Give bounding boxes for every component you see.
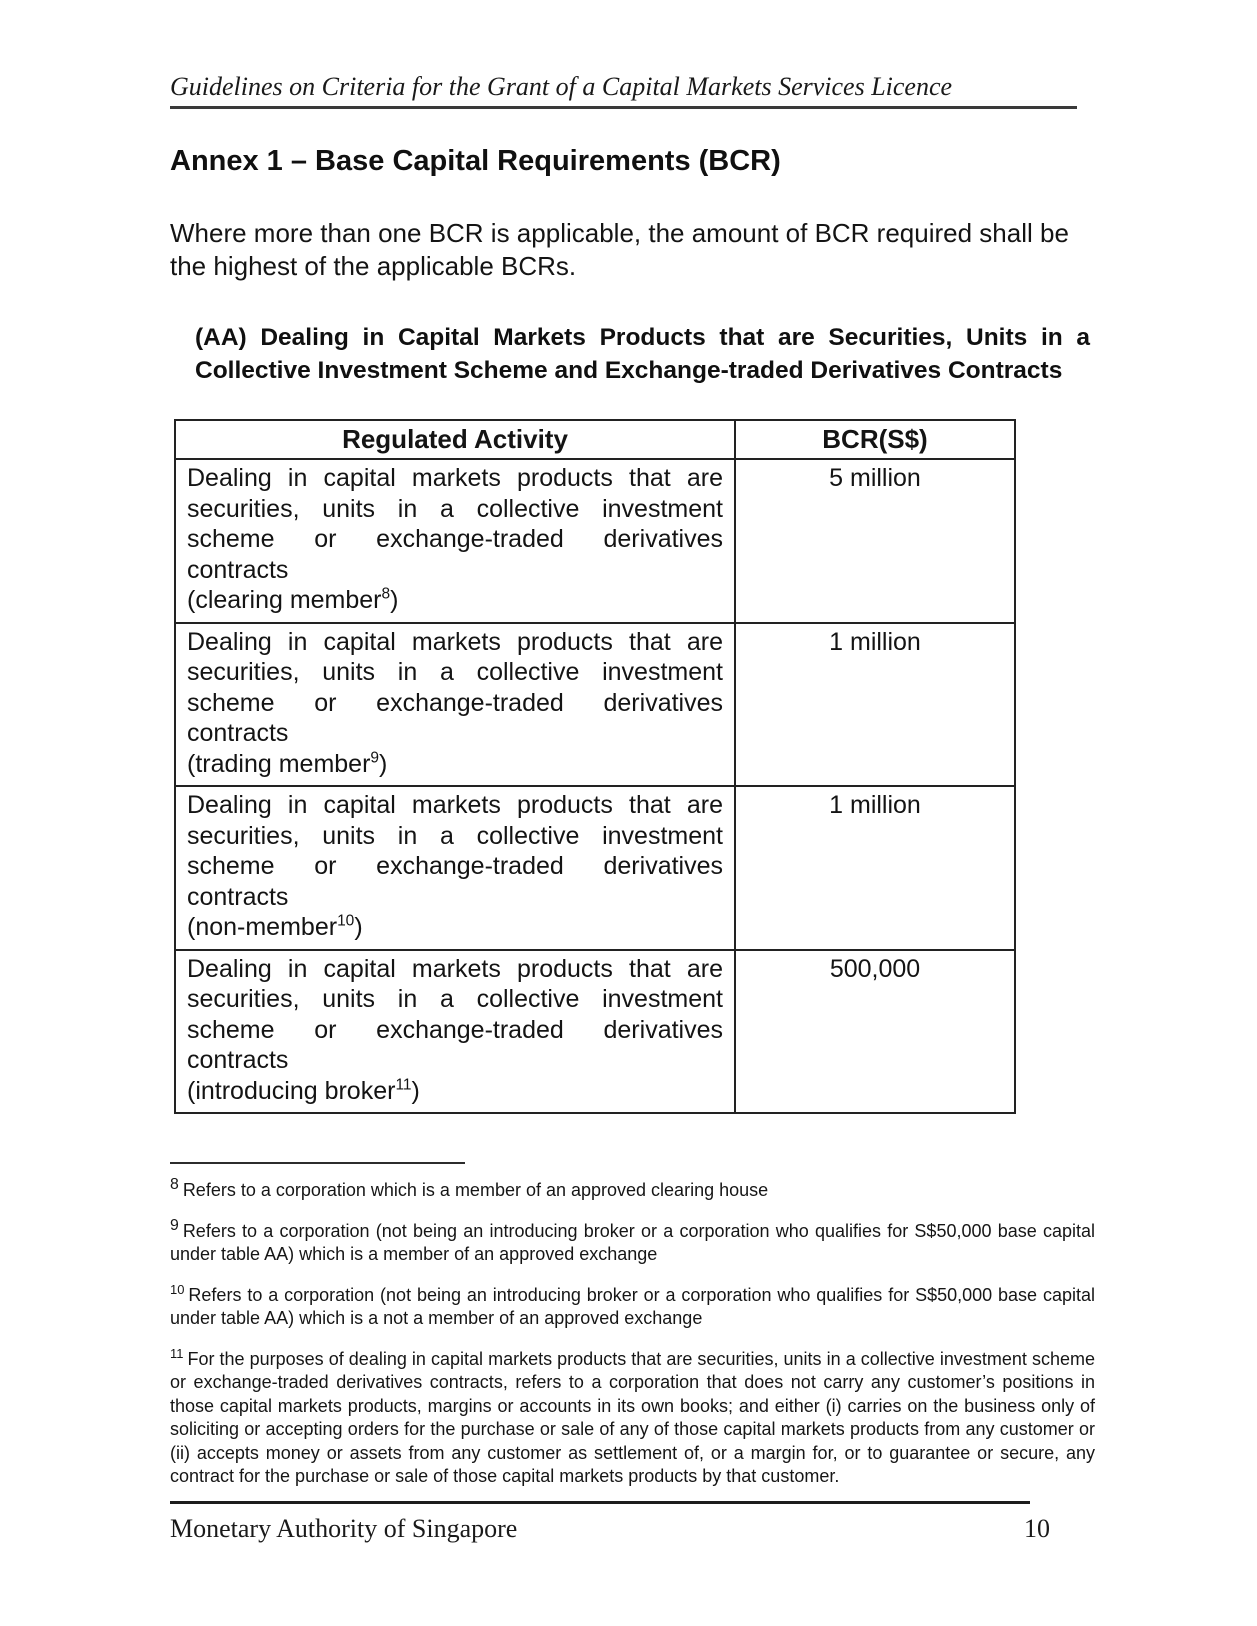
member-type-label: (introducing broker — [187, 1076, 396, 1105]
member-type — [187, 749, 723, 780]
activity-text: Dealing in capital markets products that are securities, units in a collective investment scheme or exchange-traded derivatives contracts — [187, 627, 723, 747]
footer-organization: Monetary Authority of Singapore — [170, 1514, 518, 1543]
bcr-table — [174, 419, 1016, 1114]
member-type-label: (trading member — [187, 749, 371, 778]
intro-paragraph: Where more than one BCR is applicable, the amount of BCR required shall be the highest of the applicable BCRs. — [170, 218, 1069, 281]
section-aa-heading: (AA) Dealing in Capital Markets Products that are Securities, Units in a Collective Investment Scheme and Exchange-traded Derivatives Contracts — [195, 324, 1090, 384]
footnotes-section — [170, 1162, 1095, 1489]
bcr-value: 5 million — [735, 459, 1015, 623]
member-type-close: ) — [411, 1076, 420, 1105]
table-row — [175, 459, 1015, 623]
page-footer — [170, 1501, 1050, 1544]
footnote-text: For the purposes of dealing in capital markets products that are securities, units in a collective investment scheme or exchange-traded derivatives contracts, refers to a corporation that does not carry any customer’s positions in those capital markets products, margins or accounts in its own books; and either (i) carries on the business only of soliciting or accepting orders for the purchase or sale of any of those capital markets products from any customer or (ii) accepts money or assets from any customer as settlement of, or a margin for, or to guarantee or secure, any contract for the purchase or sale of those capital markets products by that customer. — [170, 1348, 1095, 1486]
activity-text: Dealing in capital markets products that are securities, units in a collective investment scheme or exchange-traded derivatives contracts — [187, 791, 723, 911]
footnote-marker: 8 — [170, 1176, 179, 1193]
footnote-divider — [170, 1162, 465, 1164]
member-type — [187, 585, 723, 616]
table-row — [175, 950, 1015, 1114]
activity-cell — [175, 786, 735, 950]
footnote-marker: 11 — [170, 1345, 184, 1361]
footer-row — [170, 1504, 1050, 1544]
footnote-9 — [170, 1216, 1095, 1267]
member-type-close: ) — [390, 586, 399, 614]
table-row — [175, 786, 1015, 950]
member-type-label: (clearing member — [187, 586, 382, 614]
activity-cell — [175, 459, 735, 623]
footnote-11 — [170, 1345, 1095, 1489]
footnote-text: Refers to a corporation which is a member of an approved clearing house — [182, 1180, 769, 1200]
footnote-ref: 9 — [370, 749, 380, 767]
activity-cell — [175, 623, 735, 787]
footnote-text: Refers to a corporation (not being an introducing broker or a corporation who qualifies for S$50,000 base capital under table AA) which is a not a member of an approved exchange — [170, 1284, 1095, 1328]
activity-text: Dealing in capital markets products that are securities, units in a collective investment scheme or exchange-traded derivatives contracts — [187, 954, 723, 1074]
member-type — [187, 912, 723, 943]
bcr-value: 500,000 — [735, 950, 1015, 1114]
footnote-marker: 10 — [170, 1281, 185, 1297]
member-type — [187, 1076, 723, 1107]
footnote-ref: 11 — [395, 1076, 412, 1094]
activity-cell — [175, 950, 735, 1114]
table-row — [175, 623, 1015, 787]
running-header-title: Guidelines on Criteria for the Grant of a Capital Markets Services Licence — [170, 72, 953, 101]
annex-heading: Annex 1 – Base Capital Requirements (BCR) — [170, 145, 781, 177]
column-header-regulated-activity: Regulated Activity — [175, 420, 735, 459]
table-header-row — [175, 420, 1015, 459]
column-header-bcr: BCR(S$) — [735, 420, 1015, 459]
footnote-ref: 8 — [381, 585, 391, 603]
running-header — [170, 72, 1077, 109]
bcr-value: 1 million — [735, 623, 1015, 787]
member-type-label: (non-member — [187, 913, 338, 941]
page-number: 10 — [1024, 1514, 1050, 1543]
footnote-marker: 9 — [170, 1216, 179, 1234]
footnote-text: Refers to a corporation (not being an introducing broker or a corporation who qualifies for S$50,000 base capital under table AA) which is a member of an approved exchange — [170, 1220, 1095, 1264]
footnote-ref: 10 — [337, 912, 355, 930]
activity-text: Dealing in capital markets products that are securities, units in a collective investment scheme or exchange-traded derivatives contracts — [187, 464, 723, 584]
bcr-value: 1 million — [735, 786, 1015, 950]
member-type-close: ) — [354, 913, 363, 941]
member-type-close: ) — [379, 749, 388, 778]
page-content — [170, 72, 1095, 1489]
footnote-10 — [170, 1281, 1095, 1331]
footnote-8 — [170, 1176, 1095, 1203]
